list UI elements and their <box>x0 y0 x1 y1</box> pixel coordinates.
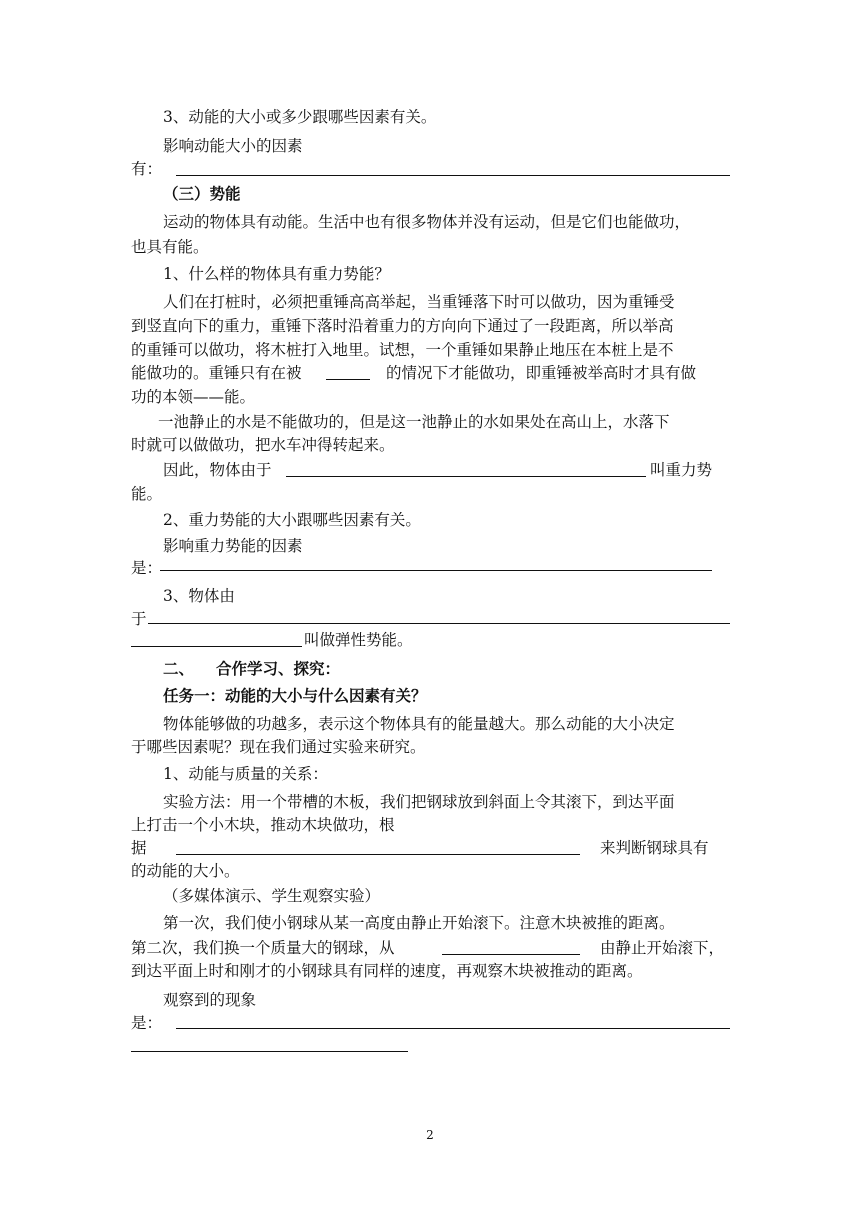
section-heading-number: 二、 <box>163 659 195 678</box>
text-line: 人们在打桩时，必须把重锤高高举起，当重锤落下时可以做功，因为重锤受 <box>163 293 675 311</box>
text-line: 观察到的现象 <box>163 991 257 1009</box>
section-heading: （三）势能 <box>163 184 241 203</box>
text-line: 是： <box>131 1014 163 1032</box>
fill-blank-line <box>131 646 302 647</box>
fill-blank-line <box>176 1028 730 1029</box>
text-line: 实验方法：用一个带槽的木板，我们把钢球放到斜面上令其滚下，到达平面 <box>163 793 675 811</box>
page-number: 2 <box>426 1128 434 1142</box>
text-line: 有： <box>131 160 163 178</box>
text-line: 于哪些因素呢？现在我们通过实验来研究。 <box>131 738 426 756</box>
fill-blank-line <box>286 476 646 477</box>
text-line: 3、物体由 <box>163 587 235 605</box>
text-line: 1、动能与质量的关系： <box>163 765 328 783</box>
text-line: 的动能的大小。 <box>131 862 240 880</box>
text-line: 影响重力势能的因素 <box>163 537 303 555</box>
text-line: 的情况下才能做功，即重锤被举高时才具有做 <box>386 364 697 382</box>
text-line: 3、动能的大小或多少跟哪些因素有关。 <box>163 108 437 126</box>
fill-blank-line <box>176 854 580 855</box>
text-line: 1、什么样的物体具有重力势能？ <box>163 265 390 283</box>
text-line: 是： <box>131 559 163 577</box>
text-line: 功的本领——能。 <box>131 388 256 406</box>
text-line: 2、重力势能的大小跟哪些因素有关。 <box>163 511 421 529</box>
fill-blank-line <box>176 175 730 176</box>
text-line: （多媒体演示、学生观察实验） <box>163 887 381 905</box>
text-line: 能做功的。重锤只有在被 <box>131 364 302 382</box>
fill-blank-line <box>442 954 580 955</box>
text-line: 到达平面上时和刚才的小钢球具有同样的速度，再观察木块被推动的距离。 <box>131 962 643 980</box>
text-line: 时就可以做做功，把水车冲得转起来。 <box>131 436 395 454</box>
fill-blank-line <box>131 1051 408 1052</box>
text-line: 能。 <box>131 485 163 503</box>
text-line: 影响动能大小的因素 <box>163 137 303 155</box>
task-heading: 任务一：动能的大小与什么因素有关？ <box>163 686 427 705</box>
text-line: 因此，物体由于 <box>163 461 272 479</box>
text-line: 叫做弹性势能。 <box>304 631 413 649</box>
fill-blank-line <box>148 623 730 624</box>
text-line: 的重锤可以做功，将木桩打入地里。试想，一个重锤如果静止地压在本桩上是不 <box>131 341 674 359</box>
text-line: 来判断钢球具有 <box>600 839 709 857</box>
text-line: 到竖直向下的重力，重锤下落时沿着重力的方向向下通过了一段距离，所以举高 <box>131 317 674 335</box>
text-line: 叫重力势 <box>650 461 713 479</box>
text-line: 第一次，我们使小钢球从某一高度由静止开始滚下。注意木块被推的距离。 <box>163 914 675 932</box>
fill-blank-line <box>326 379 370 380</box>
text-line: 一池静止的水是不能做功的，但是这一池静止的水如果处在高山上，水落下 <box>158 413 670 431</box>
text-line: 上打击一个小木块，推动木块做功，根 <box>131 816 395 834</box>
text-line: 由静止开始滚下， <box>600 939 725 957</box>
fill-blank-line <box>160 570 712 571</box>
text-line: 也具有能。 <box>131 238 209 256</box>
text-line: 运动的物体具有动能。生活中也有很多物体并没有运动，但是它们也能做功， <box>163 213 691 231</box>
section-heading: 合作学习、探究： <box>216 659 341 678</box>
text-line: 第二次，我们换一个质量大的钢球，从 <box>131 939 395 957</box>
text-line: 物体能够做的功越多，表示这个物体具有的能量越大。那么动能的大小决定 <box>163 715 675 733</box>
text-line: 据 <box>131 839 147 857</box>
text-line: 于 <box>131 610 147 628</box>
